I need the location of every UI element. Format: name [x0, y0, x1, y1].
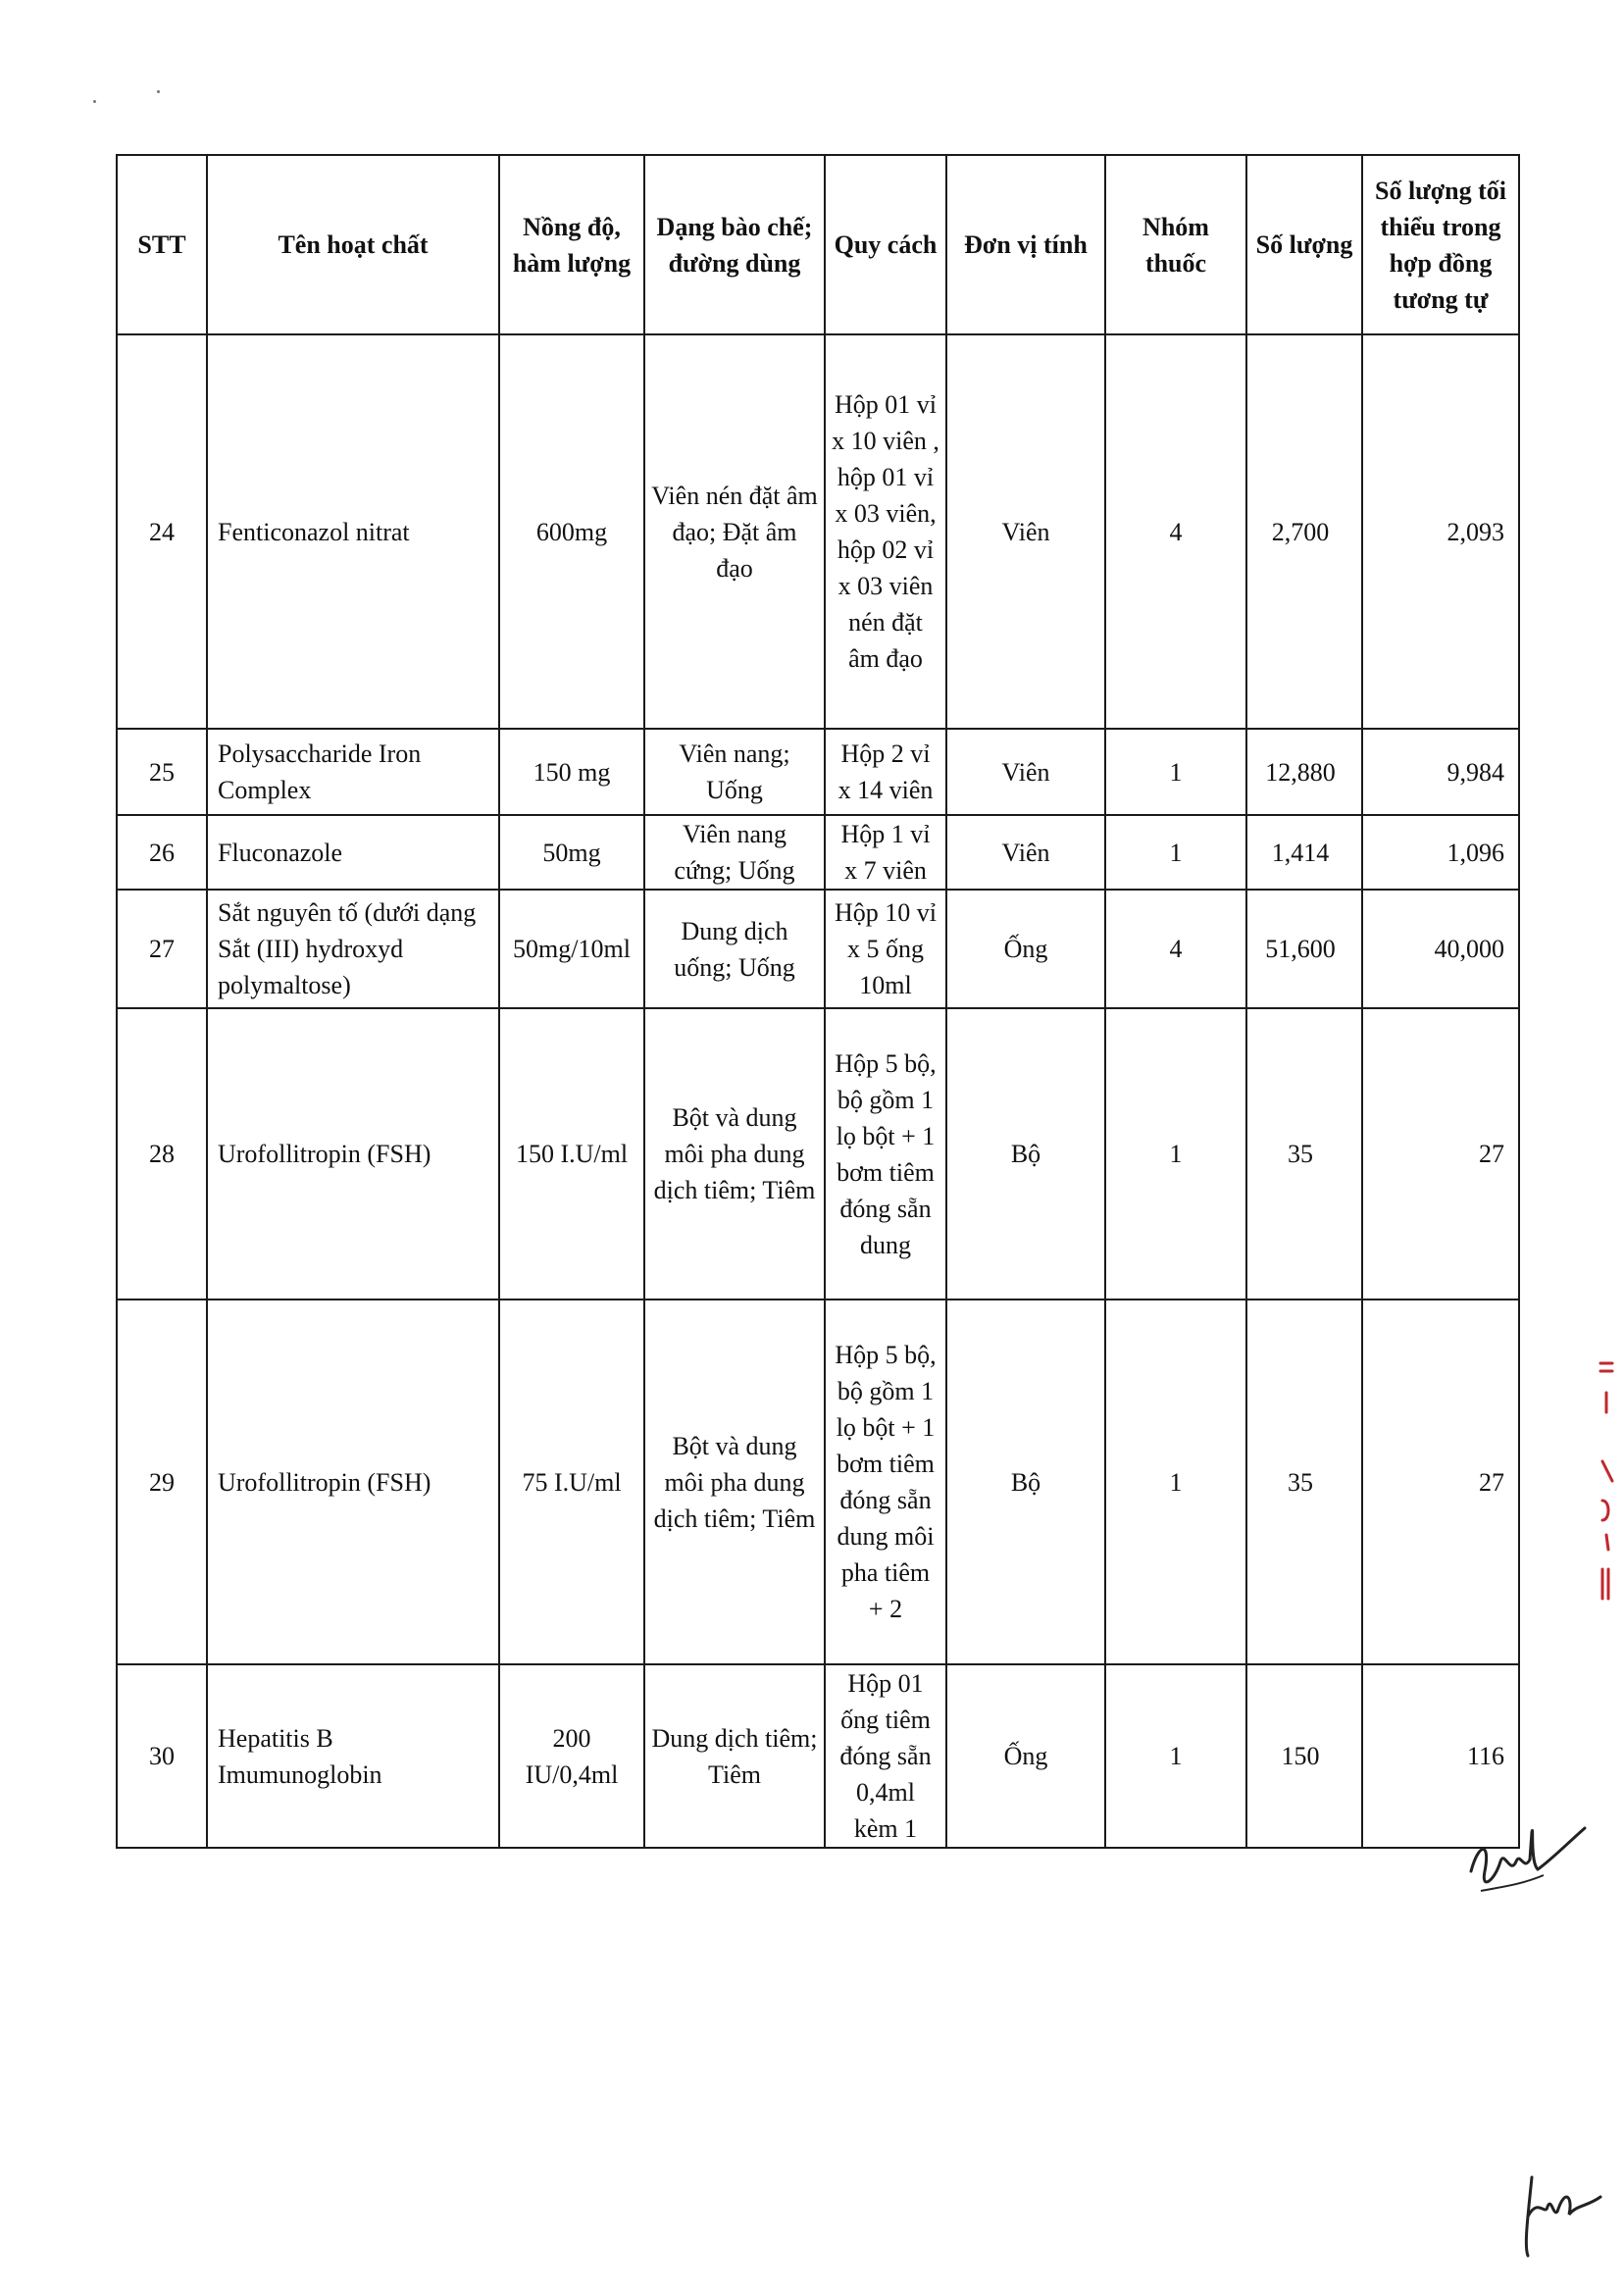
- cell-unit: Ống: [946, 1664, 1105, 1848]
- cell-packaging: Hộp 01 vỉ x 10 viên , hộp 01 vỉ x 03 viên, hộp 02 vỉ x 03 viên nén đặt âm đạo: [825, 334, 946, 729]
- cell-drug-group: 1: [1105, 1300, 1246, 1664]
- cell-dosage-form: Viên nén đặt âm đạo; Đặt âm đạo: [644, 334, 825, 729]
- cell-strength: 150 mg: [499, 729, 644, 815]
- cell-packaging: Hộp 01 ống tiêm đóng sẵn 0,4ml kèm 1: [825, 1664, 946, 1848]
- header-unit: Đơn vị tính: [946, 155, 1105, 334]
- table-row: [117, 890, 1519, 1008]
- cell-quantity: 51,600: [1246, 890, 1362, 1008]
- header-packaging: Quy cách: [825, 155, 946, 334]
- cell-dosage-form: Viên nang; Uống: [644, 729, 825, 815]
- red-stamp-fragment: [1597, 1353, 1616, 1608]
- cell-packaging: Hộp 10 vỉ x 5 ống 10ml: [825, 890, 946, 1008]
- table-row: [117, 815, 1519, 890]
- cell-unit: Viên: [946, 729, 1105, 815]
- cell-unit: Viên: [946, 334, 1105, 729]
- cell-active-ingredient: Polysaccharide Iron Complex: [207, 729, 499, 815]
- cell-stt: 26: [117, 815, 207, 890]
- header-stt: STT: [117, 155, 207, 334]
- header-active-ingredient: Tên hoạt chất: [207, 155, 499, 334]
- cell-strength: 200 IU/0,4ml: [499, 1664, 644, 1848]
- cell-min-quantity: 9,984: [1362, 729, 1519, 815]
- cell-strength: 150 I.U/ml: [499, 1008, 644, 1300]
- cell-min-quantity: 2,093: [1362, 334, 1519, 729]
- table-header-row: [117, 155, 1519, 334]
- cell-unit: Bộ: [946, 1008, 1105, 1300]
- cell-dosage-form: Dung dịch uống; Uống: [644, 890, 825, 1008]
- cell-strength: 50mg/10ml: [499, 890, 644, 1008]
- cell-min-quantity: 27: [1362, 1300, 1519, 1664]
- cell-stt: 30: [117, 1664, 207, 1848]
- table-row: [117, 1300, 1519, 1664]
- cell-drug-group: 1: [1105, 729, 1246, 815]
- cell-stt: 24: [117, 334, 207, 729]
- cell-min-quantity: 27: [1362, 1008, 1519, 1300]
- cell-active-ingredient: Fenticonazol nitrat: [207, 334, 499, 729]
- cell-active-ingredient: Sắt nguyên tố (dưới dạng Sắt (III) hydroxyd polymaltose): [207, 890, 499, 1008]
- scan-speck: [157, 90, 160, 93]
- cell-quantity: 12,880: [1246, 729, 1362, 815]
- cell-packaging: Hộp 5 bộ, bộ gồm 1 lọ bột + 1 bơm tiêm đóng sẵn dung môi pha tiêm + 2: [825, 1300, 946, 1664]
- cell-stt: 29: [117, 1300, 207, 1664]
- cell-active-ingredient: Urofollitropin (FSH): [207, 1300, 499, 1664]
- handwritten-initials-signature: [1461, 1803, 1589, 1911]
- cell-min-quantity: 40,000: [1362, 890, 1519, 1008]
- drug-list-table: [116, 154, 1520, 1849]
- table-row: [117, 1664, 1519, 1848]
- cell-packaging: Hộp 1 vỉ x 7 viên: [825, 815, 946, 890]
- cell-dosage-form: Dung dịch tiêm; Tiêm: [644, 1664, 825, 1848]
- cell-drug-group: 4: [1105, 890, 1246, 1008]
- table-row: [117, 729, 1519, 815]
- cell-packaging: Hộp 5 bộ, bộ gồm 1 lọ bột + 1 bơm tiêm đóng sẵn dung: [825, 1008, 946, 1300]
- cell-stt: 25: [117, 729, 207, 815]
- cell-quantity: 2,700: [1246, 334, 1362, 729]
- cell-drug-group: 4: [1105, 334, 1246, 729]
- table-row: [117, 334, 1519, 729]
- cell-quantity: 35: [1246, 1008, 1362, 1300]
- cell-min-quantity: 1,096: [1362, 815, 1519, 890]
- cell-active-ingredient: Urofollitropin (FSH): [207, 1008, 499, 1300]
- cell-drug-group: 1: [1105, 1664, 1246, 1848]
- cell-strength: 75 I.U/ml: [499, 1300, 644, 1664]
- scan-speck: [93, 100, 96, 103]
- cell-active-ingredient: Hepatitis B Imumunoglobin: [207, 1664, 499, 1848]
- cell-packaging: Hộp 2 vỉ x 14 viên: [825, 729, 946, 815]
- cell-stt: 28: [117, 1008, 207, 1300]
- cell-quantity: 35: [1246, 1300, 1362, 1664]
- cell-dosage-form: Bột và dung môi pha dung dịch tiêm; Tiêm: [644, 1300, 825, 1664]
- handwritten-initials-bottom: [1518, 2158, 1606, 2266]
- cell-unit: Ống: [946, 890, 1105, 1008]
- header-quantity: Số lượng: [1246, 155, 1362, 334]
- header-dosage-form: Dạng bào chế; đường dùng: [644, 155, 825, 334]
- cell-stt: 27: [117, 890, 207, 1008]
- cell-active-ingredient: Fluconazole: [207, 815, 499, 890]
- cell-dosage-form: Bột và dung môi pha dung dịch tiêm; Tiêm: [644, 1008, 825, 1300]
- cell-unit: Bộ: [946, 1300, 1105, 1664]
- cell-min-quantity: 116: [1362, 1664, 1519, 1848]
- cell-dosage-form: Viên nang cứng; Uống: [644, 815, 825, 890]
- header-drug-group: Nhóm thuốc: [1105, 155, 1246, 334]
- cell-quantity: 150: [1246, 1664, 1362, 1848]
- header-strength: Nồng độ, hàm lượng: [499, 155, 644, 334]
- cell-quantity: 1,414: [1246, 815, 1362, 890]
- cell-drug-group: 1: [1105, 1008, 1246, 1300]
- cell-unit: Viên: [946, 815, 1105, 890]
- cell-drug-group: 1: [1105, 815, 1246, 890]
- table-row: [117, 1008, 1519, 1300]
- header-min-quantity: Số lượng tối thiểu trong hợp đồng tương tự: [1362, 155, 1519, 334]
- cell-strength: 600mg: [499, 334, 644, 729]
- cell-strength: 50mg: [499, 815, 644, 890]
